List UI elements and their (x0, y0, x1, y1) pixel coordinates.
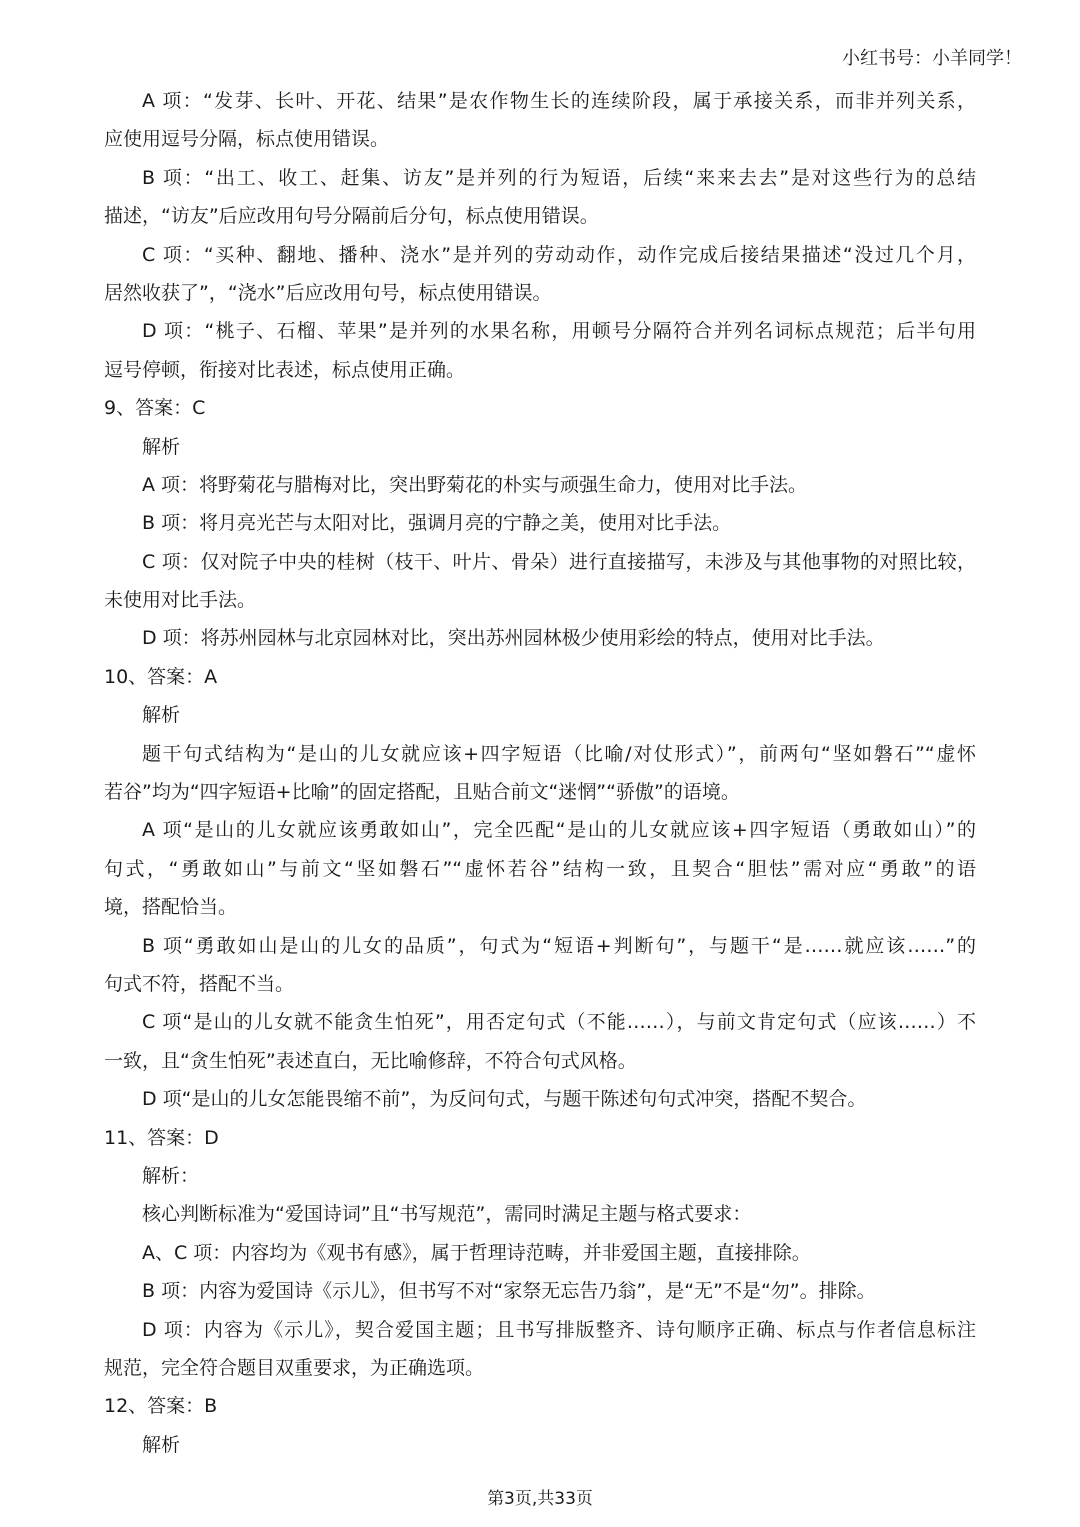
document-body (104, 82, 976, 1464)
analysis-label-q11: 解析： (142, 1164, 200, 1187)
page-number: 第3页,共33页 (487, 1489, 593, 1509)
text-line-q10-a-1: A 项“是山的儿女就应该勇敢如山”，完全匹配“是山的儿女就应该+四字短语（勇敢如山）”的 (142, 819, 976, 842)
answer-heading-q11: 11、答案：D (104, 1126, 219, 1149)
text-line-q11-main: 核心判断标准为“爱国诗词”且“书写规范”，需同时满足主题与格式要求： (142, 1203, 752, 1226)
text-line-q10-c-1: C 项“是山的儿女就不能贪生怕死”，用否定句式（不能……），与前文肯定句式（应该……）不 (142, 1011, 976, 1034)
text-line-q10-main-1: 题干句式结构为“是山的儿女就应该+四字短语（比喻/对仗形式）”，前两句“坚如磐石”“虚怀 (142, 742, 976, 765)
text-line-q10-main-2: 若谷”均为“四字短语+比喻”的固定搭配，且贴合前文“迷惘”“骄傲”的语境。 (104, 781, 740, 804)
text-line-q9-a: A 项：将野菊花与腊梅对比，突出野菊花的朴实与顽强生命力，使用对比手法。 (142, 473, 808, 496)
analysis-label-q9: 解析 (142, 435, 181, 458)
text-line-q11-b: B 项：内容为爱国诗《示儿》，但书写不对“家祭无忘告乃翁”，是“无”不是“勿”。排除。 (142, 1280, 876, 1303)
watermark-text: 小红书号：小羊同学！ (842, 48, 1022, 69)
text-line-q10-c-2: 一致，且“贪生怕死”表述直白，无比喻修辞，不符合句式风格。 (104, 1049, 637, 1072)
text-line-q8-a-2: 应使用逗号分隔，标点使用错误。 (104, 128, 390, 151)
text-line-q11-d-2: 规范，完全符合题目双重要求，为正确选项。 (104, 1356, 485, 1379)
text-line-q11-ac: A、C 项：内容均为《观书有感》，属于哲理诗范畴，并非爱国主题，直接排除。 (142, 1241, 811, 1264)
answer-heading-q12: 12、答案：B (104, 1395, 218, 1418)
answer-heading-q10: 10、答案：A (104, 665, 218, 688)
text-line-q10-b-1: B 项“勇敢如山是山的儿女的品质”，句式为“短语+判断句”，与题干“是……就应该……”的 (142, 934, 976, 957)
text-line-q8-b-2: 描述，“访友”后应改用句号分隔前后分句，标点使用错误。 (104, 205, 599, 228)
text-line-q10-d: D 项“是山的儿女怎能畏缩不前”，为反问句式，与题干陈述句句式冲突，搭配不契合。 (142, 1088, 867, 1111)
analysis-label-q10: 解析 (142, 704, 181, 727)
text-line-q9-c-1: C 项：仅对院子中央的桂树（枝干、叶片、骨朵）进行直接描写，未涉及与其他事物的对照比较， (142, 550, 976, 573)
text-line-q11-d-1: D 项：内容为《示儿》，契合爱国主题；且书写排版整齐、诗句顺序正确、标点与作者信息标注 (142, 1318, 976, 1341)
text-line-q10-a-3: 境，搭配恰当。 (104, 896, 238, 919)
text-line-q8-b-1: B 项：“出工、收工、赶集、访友”是并列的行为短语，后续“来来去去”是对这些行为的总结 (142, 166, 976, 189)
text-line-q9-b: B 项：将月亮光芒与太阳对比，强调月亮的宁静之美，使用对比手法。 (142, 512, 732, 535)
text-line-q10-b-2: 句式不符，搭配不当。 (104, 972, 295, 995)
text-line-q8-c-1: C 项：“买种、翻地、播种、浇水”是并列的劳动动作，动作完成后接结果描述“没过几个月， (142, 243, 976, 266)
text-line-q9-d: D 项：将苏州园林与北京园林对比，突出苏州园林极少使用彩绘的特点，使用对比手法。 (142, 627, 885, 650)
text-line-q10-a-2: 句式，“勇敢如山”与前文“坚如磐石”“虚怀若谷”结构一致，且契合“胆怯”需对应“勇敢”的语 (104, 857, 976, 880)
text-line-q8-d-1: D 项：“桃子、石榴、苹果”是并列的水果名称，用顿号分隔符合并列名词标点规范；后半句用 (142, 320, 976, 343)
text-line-q8-d-2: 逗号停顿，衔接对比表述，标点使用正确。 (104, 358, 466, 381)
analysis-label-q12: 解析 (142, 1433, 181, 1456)
text-line-q8-c-2: 居然收获了”，“浇水”后应改用句号，标点使用错误。 (104, 281, 552, 304)
text-line-q9-c-2: 未使用对比手法。 (104, 589, 257, 612)
text-line-q8-a-1: A 项：“发芽、长叶、开花、结果”是农作物生长的连续阶段，属于承接关系，而非并列关系， (142, 90, 976, 112)
answer-heading-q9: 9、答案：C (104, 397, 206, 420)
